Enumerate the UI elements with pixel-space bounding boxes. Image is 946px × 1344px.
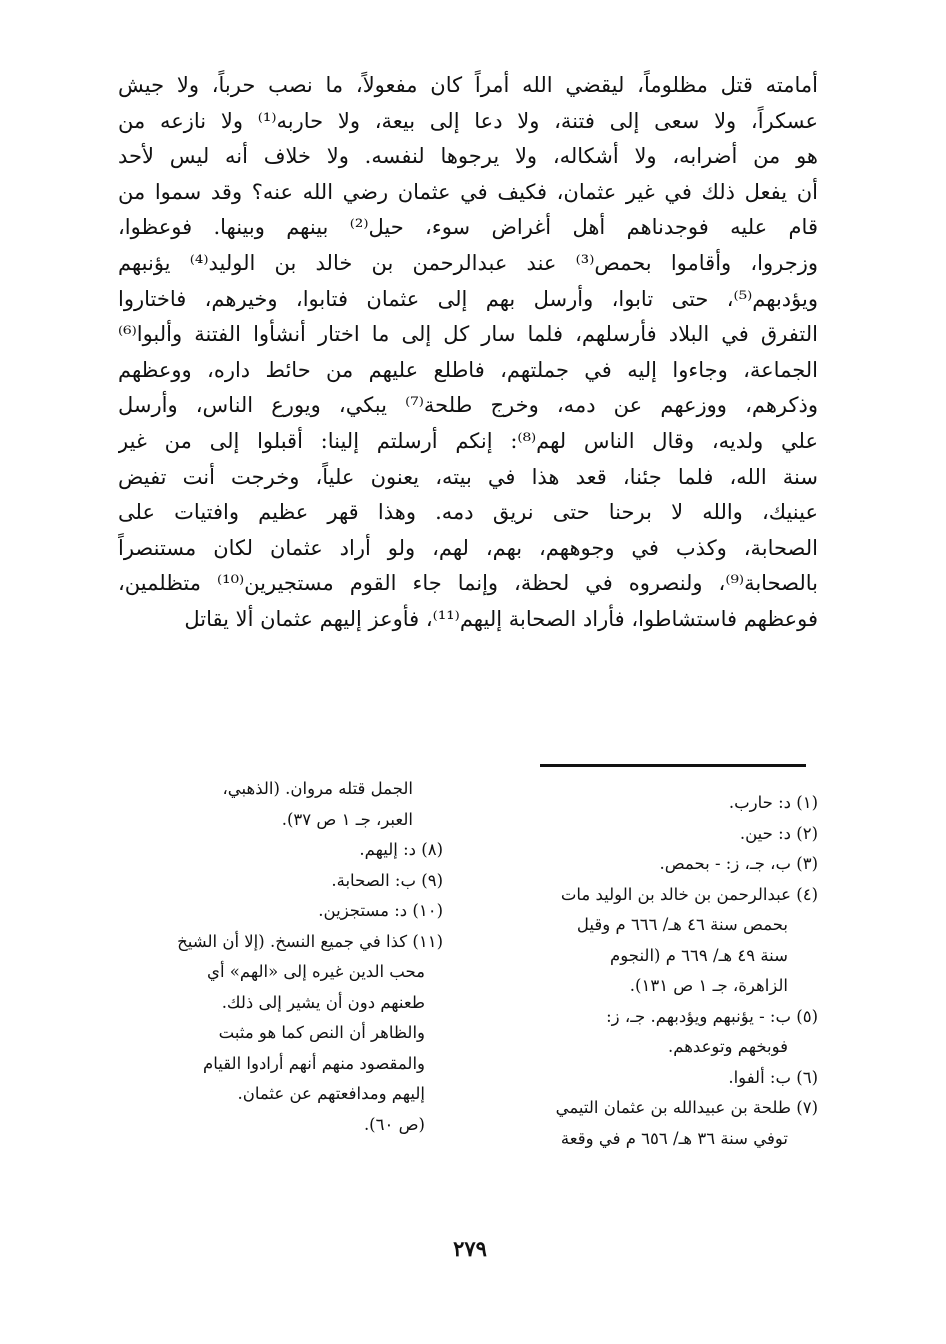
footnote-line: (١١) كذا في جميع النسخ. (إلا أن الشيخ bbox=[177, 931, 443, 951]
footnote-line: (٧) طلحة بن عبيدالله بن عثمان التيمي bbox=[555, 1098, 818, 1117]
footnote-line: (٣) ب، جـ، ز: - بحمص. bbox=[659, 854, 818, 873]
footnote-line: (٢) د: حين. bbox=[739, 823, 818, 843]
text-line: وزجروا، وأقاموا بحمص⁽³⁾ عند عبدالرحمن بن خالد بن الوليد⁽⁴⁾ يؤنبهم bbox=[118, 250, 818, 275]
footnote-line: توفي سنة ٣٦ هـ/ ٦٥٦ م في وقعة bbox=[560, 1128, 788, 1148]
text-line: سنة الله، فلما جئنا، قعد هذا في بيته، يعنون علياً، وخرجت أنت تفيض bbox=[118, 464, 818, 489]
text-line: عينيك، والله لا برحنا حتى نريق دمه. وهذا قهر عظيم وافتيات على bbox=[118, 500, 818, 525]
footnote-line: (٥) ب: - يؤنبهم ويؤدبهم. جـ، ز: bbox=[606, 1006, 818, 1026]
footnote-line: فوبخهم وتوعدهم. bbox=[667, 1037, 788, 1056]
text-line: الجماعة، وجاءوا إليه في جملتهم، فاطلع عليهم من حائط داره، ووعظهم bbox=[118, 357, 818, 382]
footnote-line: طعنهم دون أن يشير إلى ذلك. bbox=[221, 992, 425, 1012]
main-text-block bbox=[118, 68, 818, 638]
text-line: هو من أضرابه، ولا أشكاله، ولا يرجوها لنفسه. ولا خلاف أنه ليس لأحد bbox=[118, 144, 818, 169]
text-line: قام عليه فوجدناهم أهل أغراض سوء، حيل⁽²⁾ بينهم وبينها. فوعظوا، bbox=[118, 215, 818, 240]
footnote-line: العبر، جـ ١ ص ٣٧). bbox=[281, 809, 413, 829]
footnote-line: والظاهر أن النص كما هو مثبت bbox=[218, 1023, 425, 1042]
footnote-line: بحمص سنة ٤٦ هـ/ ٦٦٦ م وقيل bbox=[576, 915, 788, 934]
footnote-line: (٨) د: إليهم. bbox=[359, 840, 443, 859]
text-line: علي ولديه، وقال الناس لهم⁽⁸⁾: إنكم أرسلتم إلينا: أقبلوا إلى من غير bbox=[118, 428, 818, 453]
text-line: وذكرهم، ووزعهم عن دمه، وخرج طلحة⁽⁷⁾ يبكي، ويورع الناس، وأرسل bbox=[118, 393, 818, 418]
footnote-line: (٤) عبدالرحمن بن خالد بن الوليد مات bbox=[560, 884, 818, 904]
footnote-line: (١) د: حارب. bbox=[728, 793, 818, 812]
footnote-line: سنة ٤٩ هـ/ ٦٦٩ م (النجوم bbox=[610, 945, 788, 965]
text-line: أمامته قتل مظلوماً، ليقضي الله أمراً كان مفعولاً، ما نصب حرباً، ولا جيش bbox=[118, 73, 818, 97]
text-line: ويؤدبهم⁽⁵⁾، حتى تابوا، وأرسل بهم إلى عثمان فتابوا، وخيرهم، فاختاروا bbox=[118, 286, 818, 311]
text-line: عسكراً، ولا سعى إلى فتنة، ولا دعا إلى بيعة، ولا حاربه⁽¹⁾ ولا نازعه من bbox=[118, 108, 818, 133]
text-line: الصحابة، وكذب في وجوههم، بهم، لهم، ولو أراد عثمان لكان مستنصراً bbox=[118, 535, 818, 560]
footnote-line: (ص ٦٠). bbox=[363, 1114, 425, 1134]
footnote-line: الجمل قتله مروان. (الذهبي، bbox=[222, 779, 413, 798]
footnote-line: محب الدين غيره إلى «الهم» أي bbox=[207, 962, 425, 981]
footnote-line: (١٠) د: مستجزين. bbox=[318, 901, 443, 920]
footnote-line: إليهم ومدافعتهم عن عثمان. bbox=[237, 1084, 425, 1103]
text-line: بالصحابة⁽⁹⁾، ولنصروه في لحظة، وإنما جاء القوم مستجيرين⁽¹⁰⁾ متظلمين، bbox=[118, 571, 818, 596]
footnote-line: (٦) ب: ألفوا. bbox=[728, 1067, 818, 1087]
text-line: التفرق في البلاد فأرسلهم، فلما سار كل إلى ما اختار أنشأوا الفتنة وألبوا⁽⁶⁾ bbox=[118, 322, 818, 347]
page-number: ٢٧٩ bbox=[453, 1236, 487, 1261]
footnote-line: والمقصود منهم أنهم أرادوا القيام bbox=[202, 1053, 425, 1073]
text-line: فوعظهم فاستشاطوا، فأراد الصحابة إليهم⁽¹¹⁾، فأوعز إليهم عثمان ألا يقاتل bbox=[184, 606, 818, 631]
footnotes-left-column bbox=[98, 774, 443, 1140]
footnote-line: الزاهرة، جـ ١ ص ١٣١). bbox=[629, 976, 788, 995]
text-line: أن يفعل ذلك في غير عثمان، فكيف في عثمان رضي الله عنه؟ وقد سموا من bbox=[118, 179, 818, 204]
footnotes-right-column bbox=[478, 788, 818, 1154]
footnote-line: (٩) ب: الصحابة. bbox=[331, 870, 443, 890]
footnote-separator-rule bbox=[540, 764, 806, 767]
